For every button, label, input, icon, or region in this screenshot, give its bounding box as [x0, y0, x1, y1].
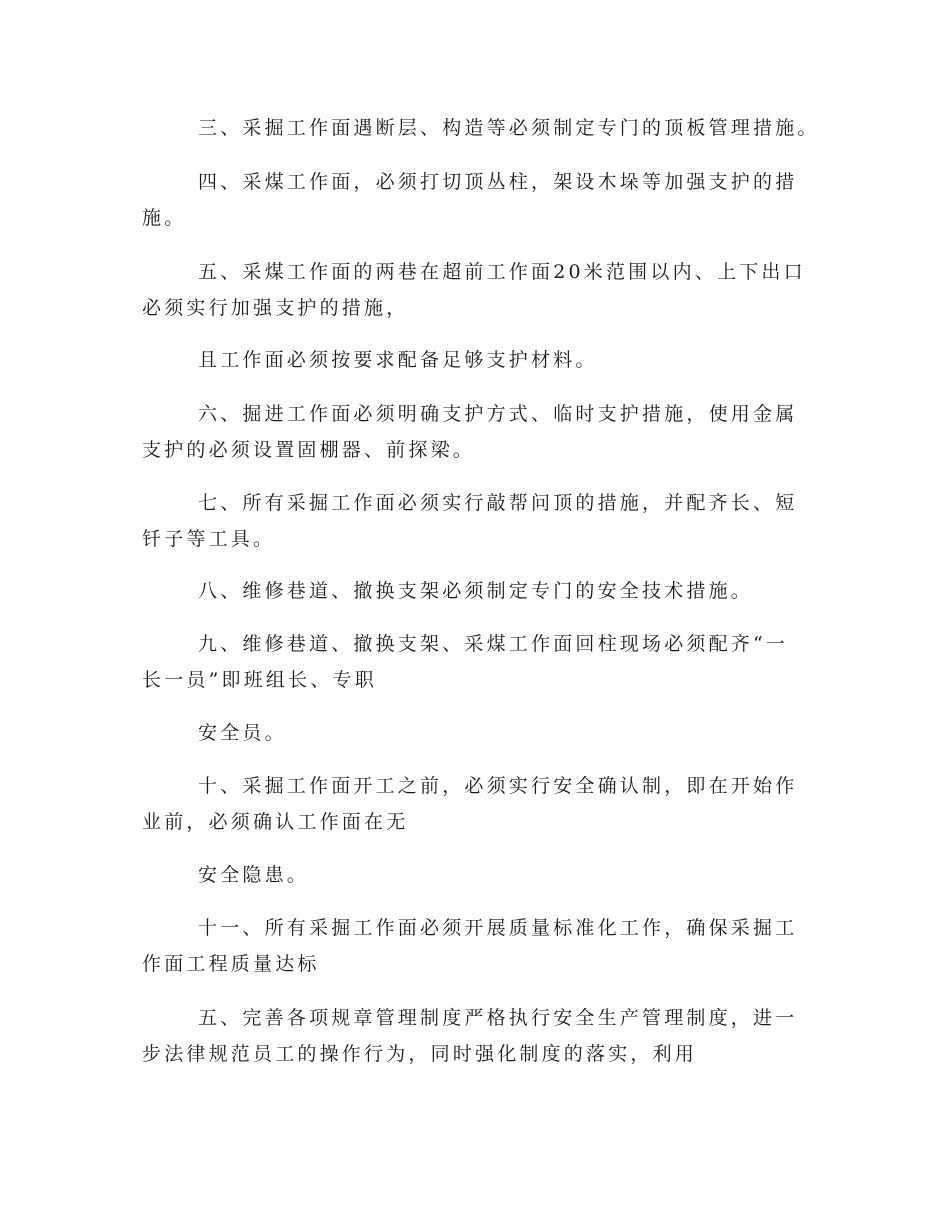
- paragraph-8: 八、维修巷道、撤换支架必须制定专门的安全技术措施。: [198, 580, 754, 602]
- paragraph-10: 十、采掘工作面开工之前，必须实行安全确认制，即在开始作业前，必须确认工作面在无: [142, 775, 798, 833]
- paragraph-7: 七、所有采掘工作面必须实行敲帮问顶的措施，并配齐长、短钎子等工具。: [142, 492, 798, 550]
- paragraph-4: 四、采煤工作面，必须打切顶丛柱，架设木垛等加强支护的措施。: [142, 171, 798, 229]
- paragraph-6: 六、掘进工作面必须明确支护方式、临时支护措施，使用金属支护的必须设置固棚器、前探梁。: [142, 403, 798, 461]
- paragraph-improve-rules: 五、完善各项规章管理制度严格执行安全生产管理制度，进一步法律规范员工的操作行为，同时强化制度的落实，利用: [142, 1007, 798, 1065]
- paragraph-9-continued: 安全员。: [198, 722, 287, 744]
- paragraph-5: 五、采煤工作面的两巷在超前工作面20米范围以内、上下出口必须实行加强支护的措施，: [142, 261, 806, 319]
- paragraph-5-continued: 且工作面必须按要求配备足够支护材料。: [198, 349, 598, 371]
- paragraph-10-continued: 安全隐患。: [198, 864, 310, 886]
- paragraph-9: 九、维修巷道、撤换支架、采煤工作面回柱现场必须配齐“一长一员”即班组长、专职: [142, 633, 789, 691]
- paragraph-11: 十一、所有采掘工作面必须开展质量标准化工作，确保采掘工作面工程质量达标: [142, 917, 798, 975]
- paragraph-3: 三、采掘工作面遇断层、构造等必须制定专门的顶板管理措施。: [198, 117, 820, 139]
